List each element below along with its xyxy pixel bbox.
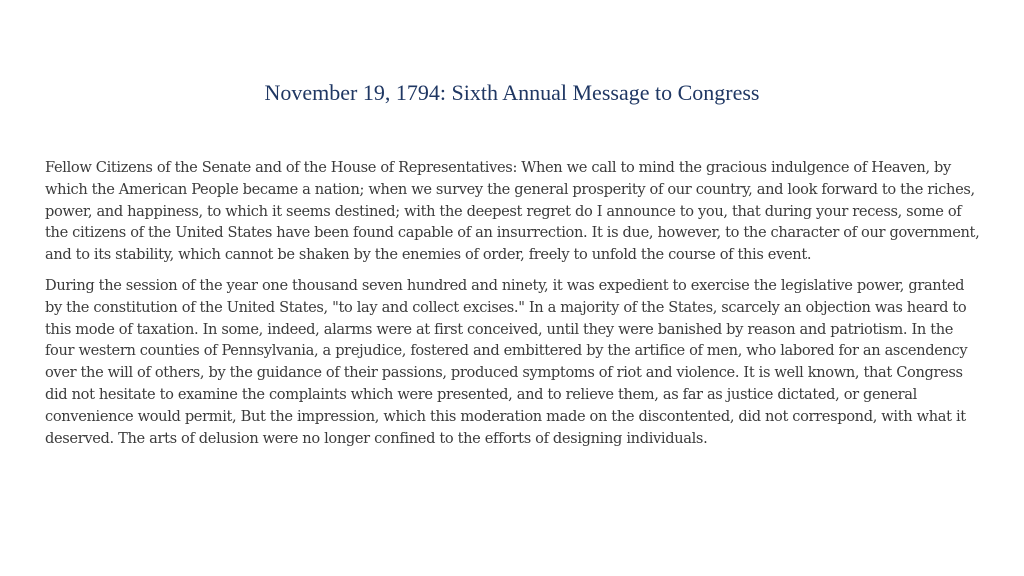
document-title: November 19, 1794: Sixth Annual Message to Congress [264,80,760,105]
paragraph-1: Fellow Citizens of the Senate and of the House of Representatives: When we call to mind the gracious indulgence of Heaven, by which the American People became a nation; when we survey the general prosperity of our country, and look forward to the riches, power, and happiness, to which it seems destined; with the deepest regret do I announce to you, that during your recess, some of the citizens of the United States have been found capable of an insurrection. It is due, however, to the character of our government, and to its stability, which cannot be shaken by the enemies of order, freely to unfold the course of this event. [45,159,980,264]
document-body [45,157,985,458]
paragraph-2: During the session of the year one thousand seven hundred and ninety, it was expedient to exercise the legislative power, granted by the constitution of the United States, "to lay and collect excises." In a majority of the States, scarcely an objection was heard to this mode of taxation. In some, indeed, alarms were at first conceived, until they were banished by reason and patriotism. In the four western counties of Pennsylvania, a prejudice, fostered and embittered by the artifice of men, who labored for an ascendency over the will of others, by the guidance of their passions, produced symptoms of riot and violence. It is well known, that Congress did not hesitate to examine the complaints which were presented, and to relieve them, as far as justice dictated, or general convenience would permit, But the impression, which this moderation made on the discontented, did not correspond, with what it deserved. The arts of delusion were no longer confined to the efforts of designing individuals. [45,276,968,447]
